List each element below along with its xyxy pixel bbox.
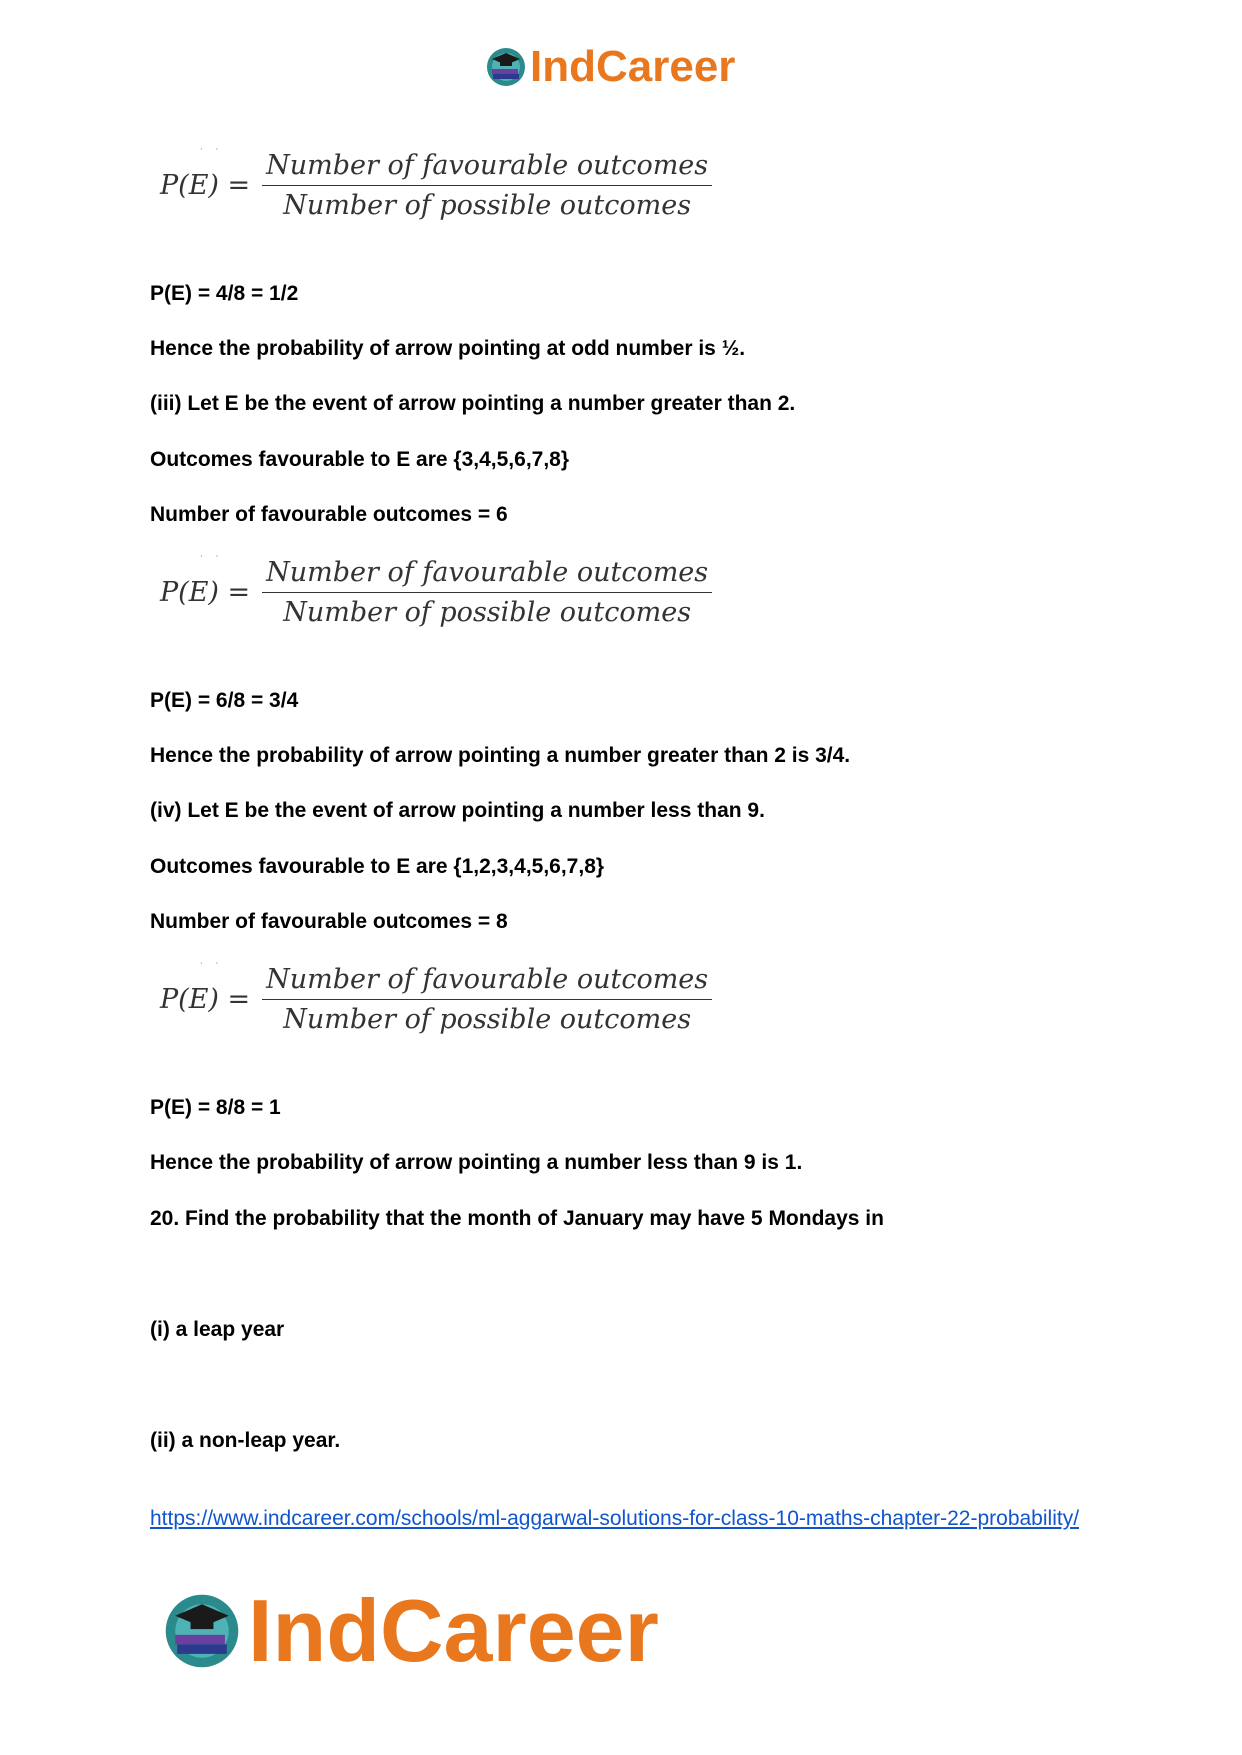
formula-lhs: P(E) =	[160, 984, 251, 1015]
formula-fraction	[262, 150, 712, 221]
formula-lhs: P(E) =	[160, 577, 251, 608]
logo-text: IndCareer	[248, 1581, 659, 1680]
question-heading: 20. Find the probability that the month of January may have 5 Mondays in	[150, 1207, 884, 1230]
formula-denominator: Number of possible outcomes	[283, 190, 692, 221]
text-line: Number of favourable outcomes = 8	[150, 910, 508, 933]
graduation-cap-books-icon	[484, 45, 528, 89]
formula-fraction	[262, 964, 712, 1035]
footer-logo	[160, 1580, 659, 1682]
formula-artifact: ˙ ˙	[200, 146, 224, 160]
text-line: P(E) = 8/8 = 1	[150, 1096, 281, 1119]
logo-text: IndCareer	[530, 42, 736, 91]
text-line: P(E) = 6/8 = 3/4	[150, 689, 299, 712]
text-line: Outcomes favourable to E are {1,2,3,4,5,6,7,8}	[150, 855, 605, 878]
probability-formula	[160, 557, 712, 628]
formula-numerator: Number of favourable outcomes	[262, 557, 712, 593]
text-line: (iii) Let E be the event of arrow pointing a number greater than 2.	[150, 392, 796, 415]
header-logo	[484, 42, 735, 92]
formula-artifact: ˙ ˙	[200, 960, 224, 974]
formula-artifact: ˙ ˙	[200, 553, 224, 567]
source-link[interactable]: https://www.indcareer.com/schools/ml-aggarwal-solutions-for-class-10-maths-chapter-22-probability/	[150, 1507, 1080, 1530]
formula-denominator: Number of possible outcomes	[283, 597, 692, 628]
text-line: Hence the probability of arrow pointing a number less than 9 is 1.	[150, 1151, 803, 1174]
formula-numerator: Number of favourable outcomes	[262, 150, 712, 186]
text-line: Outcomes favourable to E are {3,4,5,6,7,8}	[150, 448, 570, 471]
text-line: Number of favourable outcomes = 6	[150, 503, 508, 526]
question-part: (ii) a non-leap year.	[150, 1429, 341, 1452]
formula-numerator: Number of favourable outcomes	[262, 964, 712, 1000]
formula-lhs: P(E) =	[160, 170, 251, 201]
text-line: Hence the probability of arrow pointing at odd number is ½.	[150, 337, 746, 360]
formula-fraction	[262, 557, 712, 628]
graduation-cap-books-icon	[160, 1589, 244, 1673]
probability-formula	[160, 964, 712, 1035]
text-line: Hence the probability of arrow pointing a number greater than 2 is 3/4.	[150, 744, 851, 767]
question-part: (i) a leap year	[150, 1318, 285, 1341]
text-line: P(E) = 4/8 = 1/2	[150, 282, 299, 305]
formula-denominator: Number of possible outcomes	[283, 1004, 692, 1035]
text-line: (iv) Let E be the event of arrow pointing a number less than 9.	[150, 799, 765, 822]
probability-formula	[160, 150, 712, 221]
